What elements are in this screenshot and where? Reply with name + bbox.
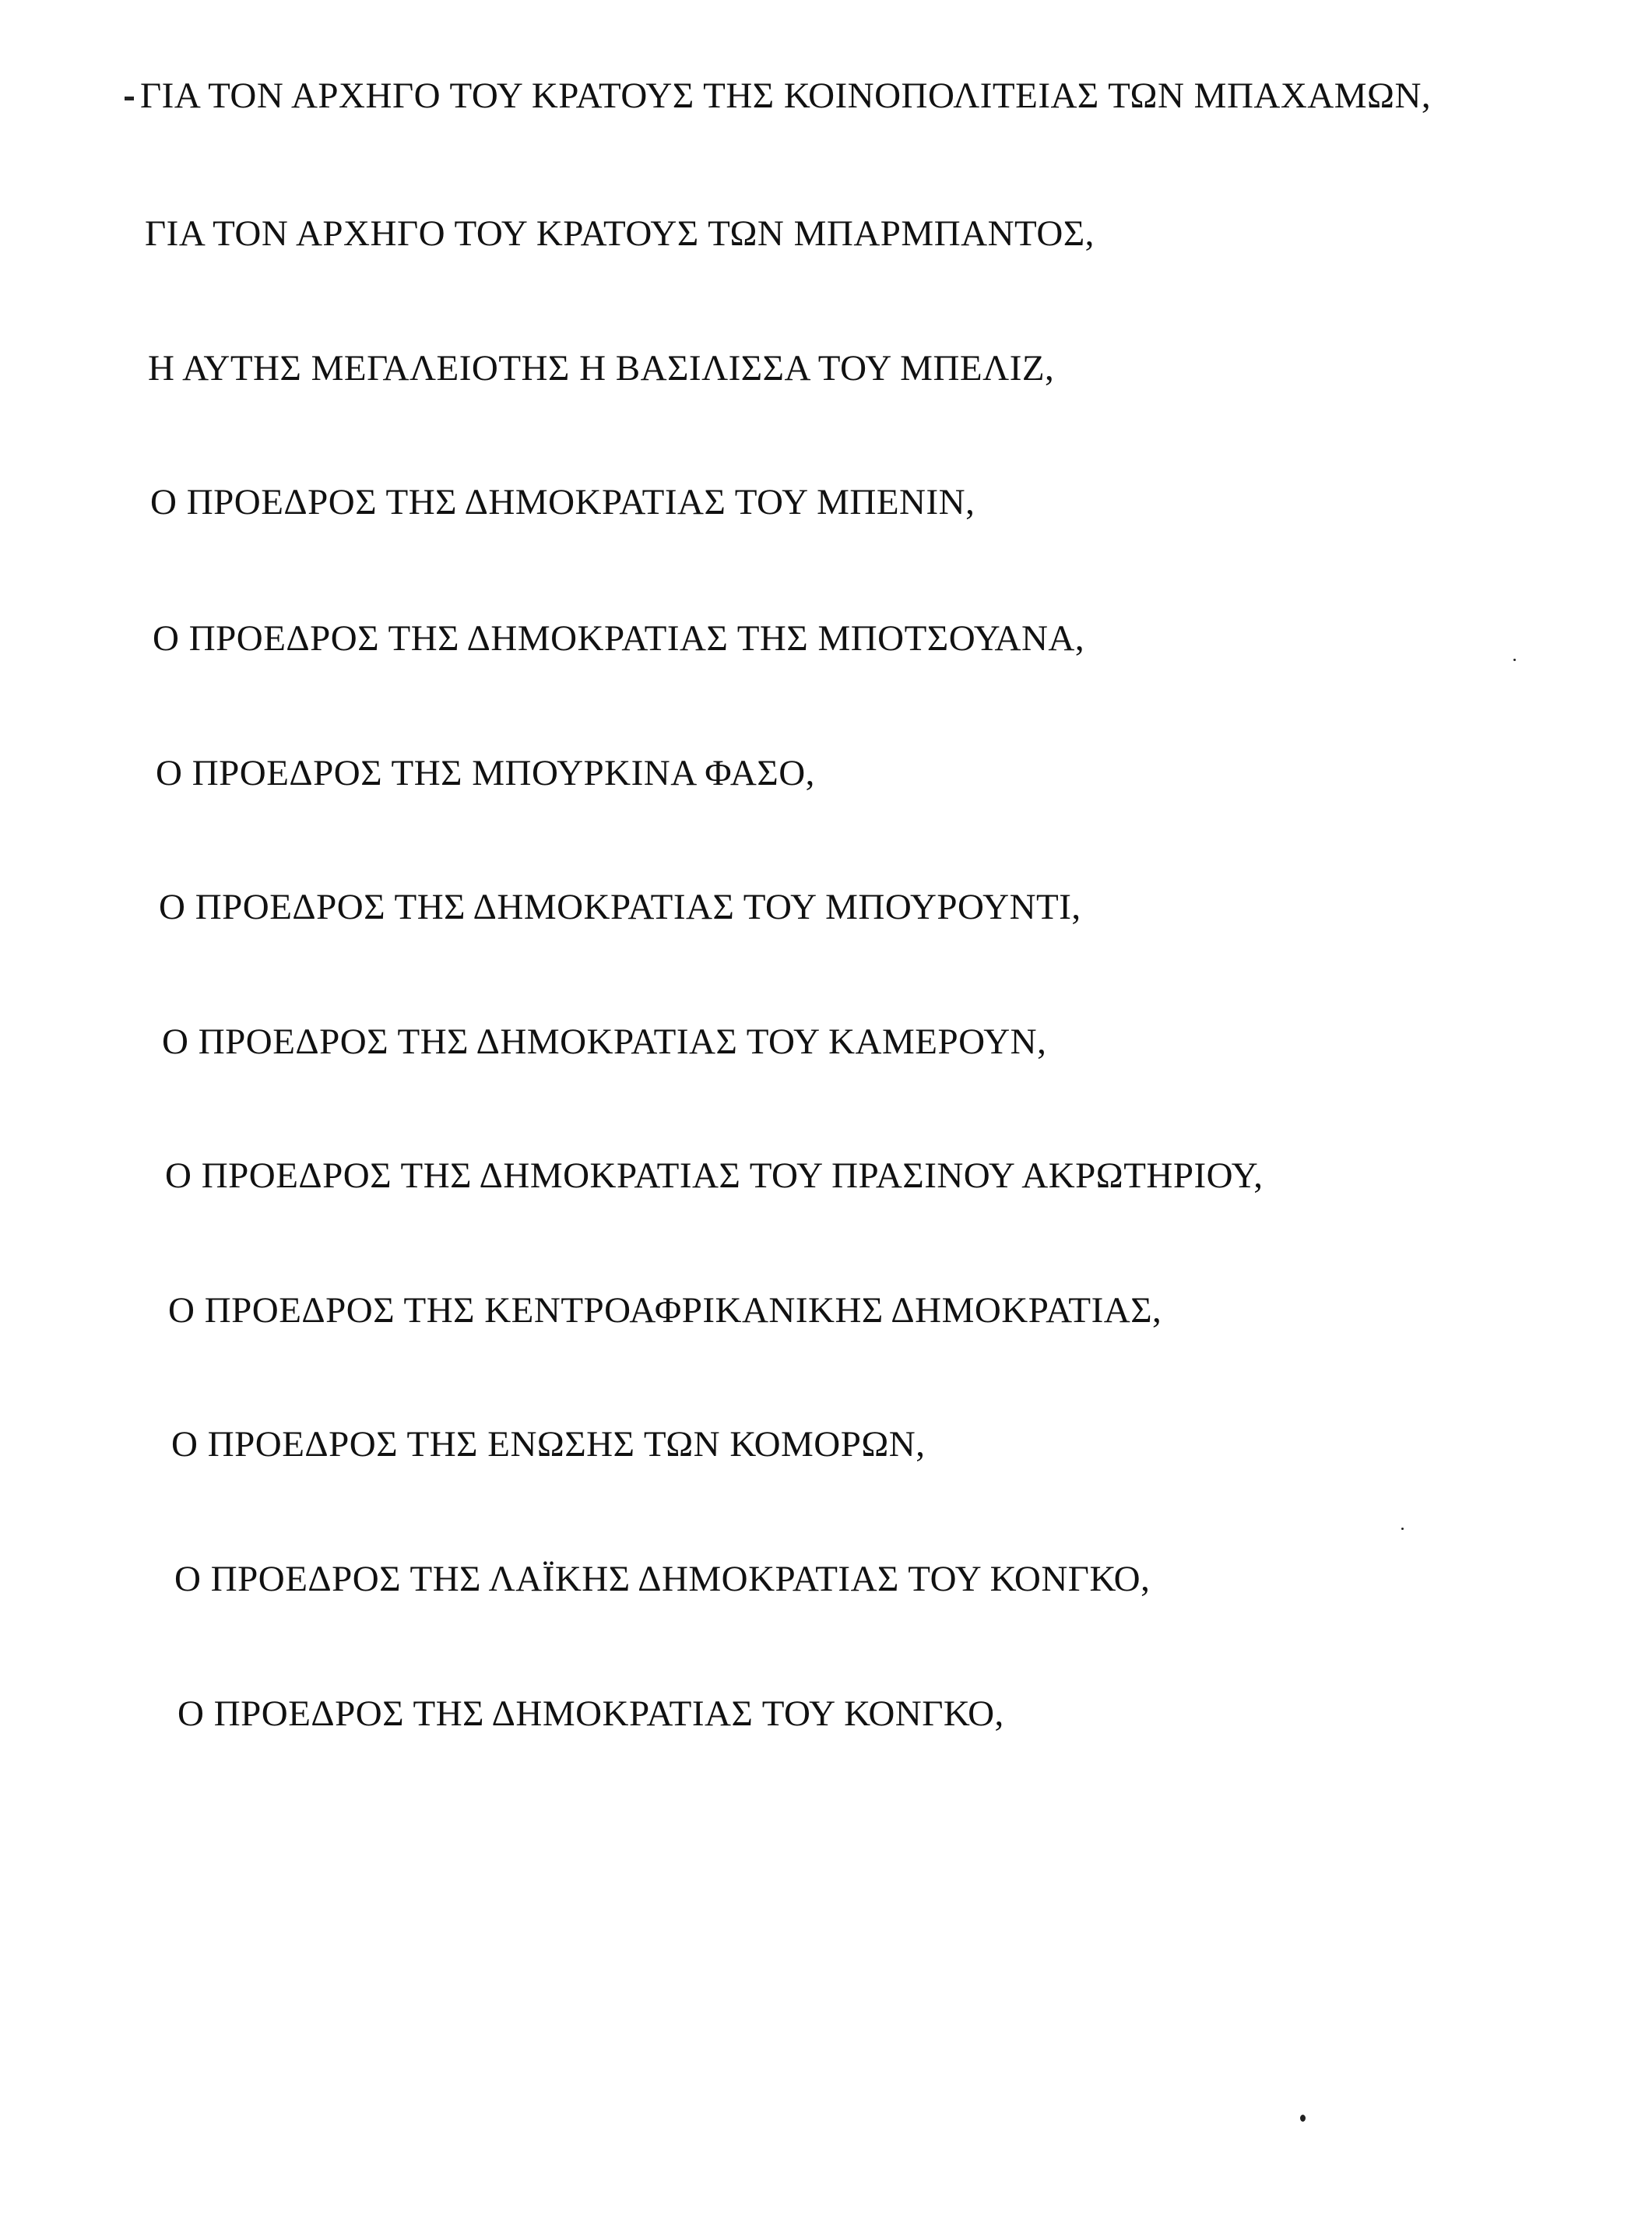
text-line: Ο ΠΡΟΕΔΡΟΣ ΤΗΣ ΔΗΜΟΚΡΑΤΙΑΣ ΤΟΥ ΚΟΝΓΚΟ, bbox=[178, 1693, 1004, 1734]
scan-speck bbox=[1401, 1528, 1404, 1530]
scan-speck bbox=[1300, 2115, 1306, 2122]
text-line: Ο ΠΡΟΕΔΡΟΣ ΤΗΣ ΜΠΟΥΡΚΙΝΑ ΦΑΣΟ, bbox=[156, 753, 815, 793]
text-line: Ο ΠΡΟΕΔΡΟΣ ΤΗΣ ΕΝΩΣΗΣ ΤΩΝ ΚΟΜΟΡΩΝ, bbox=[171, 1424, 926, 1465]
text-line: Ο ΠΡΟΕΔΡΟΣ ΤΗΣ ΔΗΜΟΚΡΑΤΙΑΣ ΤΟΥ ΜΠΕΝΙΝ, bbox=[150, 482, 975, 522]
text-line: Ο ΠΡΟΕΔΡΟΣ ΤΗΣ ΚΕΝΤΡΟΑΦΡΙΚΑΝΙΚΗΣ ΔΗΜΟΚΡΑΤΙΑΣ, bbox=[168, 1290, 1162, 1331]
text-line: Ο ΠΡΟΕΔΡΟΣ ΤΗΣ ΔΗΜΟΚΡΑΤΙΑΣ ΤΟΥ ΜΠΟΥΡΟΥΝΤΙ, bbox=[159, 887, 1081, 927]
text-line: Ο ΠΡΟΕΔΡΟΣ ΤΗΣ ΛΑΪΚΗΣ ΔΗΜΟΚΡΑΤΙΑΣ ΤΟΥ ΚΟΝΓΚΟ, bbox=[174, 1559, 1151, 1599]
text-line: Ο ΠΡΟΕΔΡΟΣ ΤΗΣ ΔΗΜΟΚΡΑΤΙΑΣ ΤΟΥ ΠΡΑΣΙΝΟΥ ΑΚΡΩΤΗΡΙΟΥ, bbox=[165, 1155, 1264, 1196]
text-line: ΓΙΑ ΤΟΝ ΑΡΧΗΓΟ ΤΟΥ ΚΡΑΤΟΥΣ ΤΩΝ ΜΠΑΡΜΠΑΝΤΟΣ, bbox=[145, 213, 1095, 254]
text-line: ΓΙΑ ΤΟΝ ΑΡΧΗΓΟ ΤΟΥ ΚΡΑΤΟΥΣ ΤΗΣ ΚΟΙΝΟΠΟΛΙΤΕΙΑΣ ΤΩΝ ΜΠΑΧΑΜΩΝ, bbox=[140, 76, 1432, 116]
text-line: Ο ΠΡΟΕΔΡΟΣ ΤΗΣ ΔΗΜΟΚΡΑΤΙΑΣ ΤΗΣ ΜΠΟΤΣΟΥΑΝΑ, bbox=[153, 618, 1085, 659]
scan-speck bbox=[1513, 659, 1516, 661]
scan-mark bbox=[125, 97, 134, 100]
text-line: Ο ΠΡΟΕΔΡΟΣ ΤΗΣ ΔΗΜΟΚΡΑΤΙΑΣ ΤΟΥ ΚΑΜΕΡΟΥΝ, bbox=[162, 1022, 1047, 1062]
text-line: Η ΑΥΤΗΣ ΜΕΓΑΛΕΙΟΤΗΣ Η ΒΑΣΙΛΙΣΣΑ ΤΟΥ ΜΠΕΛΙΖ, bbox=[148, 348, 1055, 389]
